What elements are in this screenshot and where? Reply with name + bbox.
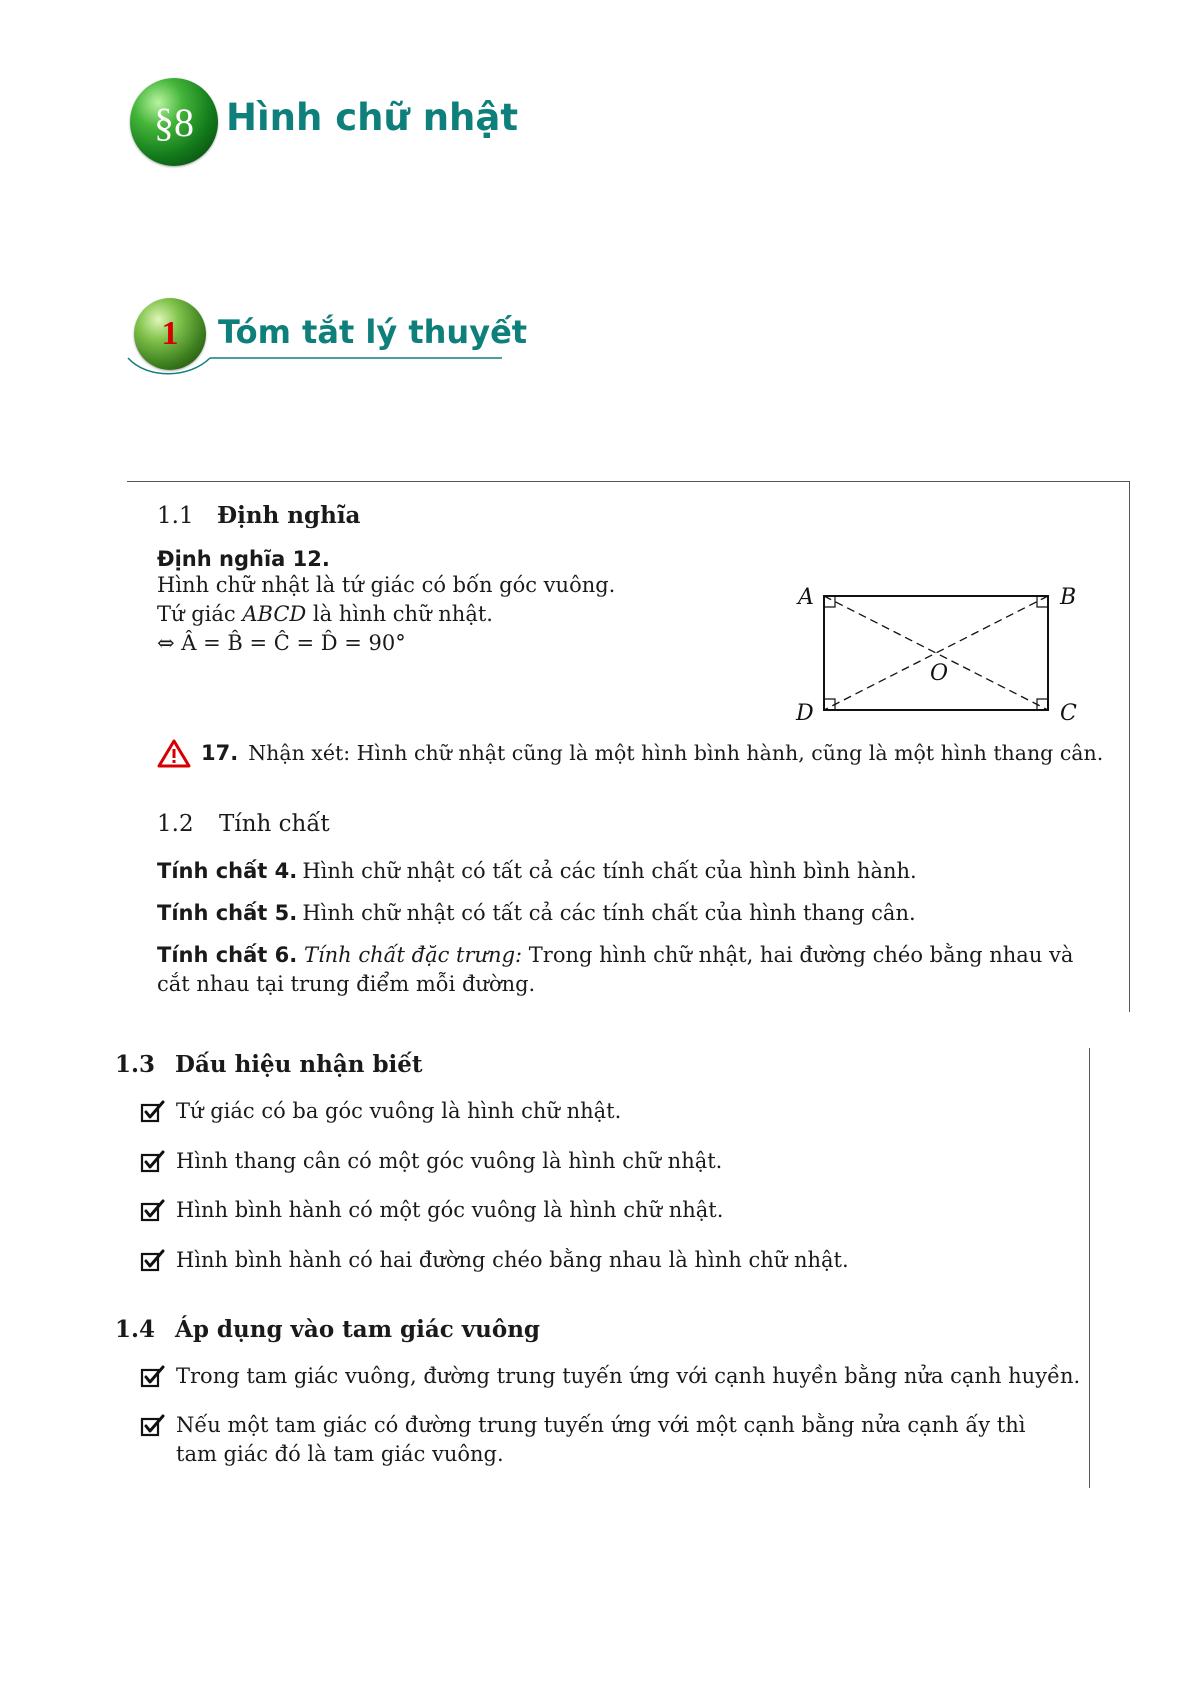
section-number: 1 — [161, 315, 179, 352]
vertex-label-d: D — [796, 701, 814, 726]
checkbox-checked-icon — [140, 1414, 166, 1438]
checkbox-checked-icon — [140, 1365, 166, 1389]
chapter-number: §8 — [154, 99, 194, 145]
subsection-1-3-heading: 1.3 Dấu hiệu nhận biết — [115, 1051, 423, 1078]
checkbox-checked-icon — [140, 1249, 166, 1273]
definition-block — [157, 547, 797, 658]
subsection-1-2-heading: 1.2 Tính chất — [157, 811, 330, 837]
right-triangle-list — [140, 1362, 1081, 1469]
checkbox-checked-icon — [140, 1199, 166, 1223]
definition-label: Định nghĩa 12. — [157, 547, 330, 571]
property-6-italic: Tính chất đặc trưng: — [303, 943, 523, 967]
checkbox-checked-icon — [140, 1150, 166, 1174]
definition-line-1: Hình chữ nhật là tứ giác có bốn góc vuông. — [157, 573, 616, 597]
section-title: Tóm tắt lý thuyết — [218, 313, 528, 351]
vertex-label-a: A — [798, 585, 814, 610]
remark-17 — [157, 738, 1117, 768]
signs-list — [140, 1097, 1070, 1295]
property-4-text: Hình chữ nhật có tất cả các tính chất của hình bình hành. — [302, 859, 917, 883]
list-item: Nếu một tam giác có đường trung tuyến ứng với một cạnh bằng nửa cạnh ấy thì tam giác đó là tam giác vuông. — [140, 1411, 1070, 1469]
vertex-label-b: B — [1060, 585, 1077, 610]
property-6-label: Tính chất 6. — [157, 943, 298, 967]
property-5-label: Tính chất 5. — [157, 901, 298, 925]
property-5-text: Hình chữ nhật có tất cả các tính chất của hình thang cân. — [302, 901, 916, 925]
property-6 — [157, 941, 1102, 999]
remark-text: Nhận xét: Hình chữ nhật cũng là một hình bình hành, cũng là một hình thang cân. — [248, 740, 1104, 765]
center-label-o: O — [930, 661, 949, 686]
remark-number: 17. — [201, 741, 239, 765]
list-item: Hình thang cân có một góc vuông là hình chữ nhật. — [140, 1147, 1070, 1197]
chapter-number-badge — [130, 78, 218, 166]
property-4 — [157, 857, 1102, 886]
subsection-1-4-heading: 1.4 Áp dụng vào tam giác vuông — [115, 1316, 541, 1343]
section-underline-swoosh — [120, 330, 520, 380]
definition-line-2: Tứ giác ABCD là hình chữ nhật. — [157, 602, 493, 626]
vertex-label-c: C — [1060, 701, 1077, 726]
definition-line-3: ⇔ Â = B̂ = Ĉ = D̂ = 90° — [157, 631, 406, 655]
list-item: Hình bình hành có một góc vuông là hình chữ nhật. — [140, 1196, 1070, 1246]
checkbox-checked-icon — [140, 1100, 166, 1124]
signs-box-frame — [1089, 1048, 1090, 1488]
subsection-1-1-heading: 1.1 Định nghĩa — [157, 502, 361, 529]
list-item: Hình bình hành có hai đường chéo bằng nhau là hình chữ nhật. — [140, 1246, 1070, 1296]
warning-triangle-icon — [157, 738, 191, 768]
list-item: Trong tam giác vuông, đường trung tuyến ứng với cạnh huyền bằng nửa cạnh huyền. — [140, 1362, 1070, 1411]
rectangle-figure — [790, 578, 1090, 728]
property-6-text: Trong hình chữ nhật, hai đường chéo bằng nhau và cắt nhau tại trung điểm mỗi đường. — [157, 943, 1074, 996]
chapter-title: Hình chữ nhật — [226, 96, 519, 139]
property-5 — [157, 899, 1102, 928]
list-item: Tứ giác có ba góc vuông là hình chữ nhật. — [140, 1097, 1070, 1147]
property-4-label: Tính chất 4. — [157, 859, 298, 883]
